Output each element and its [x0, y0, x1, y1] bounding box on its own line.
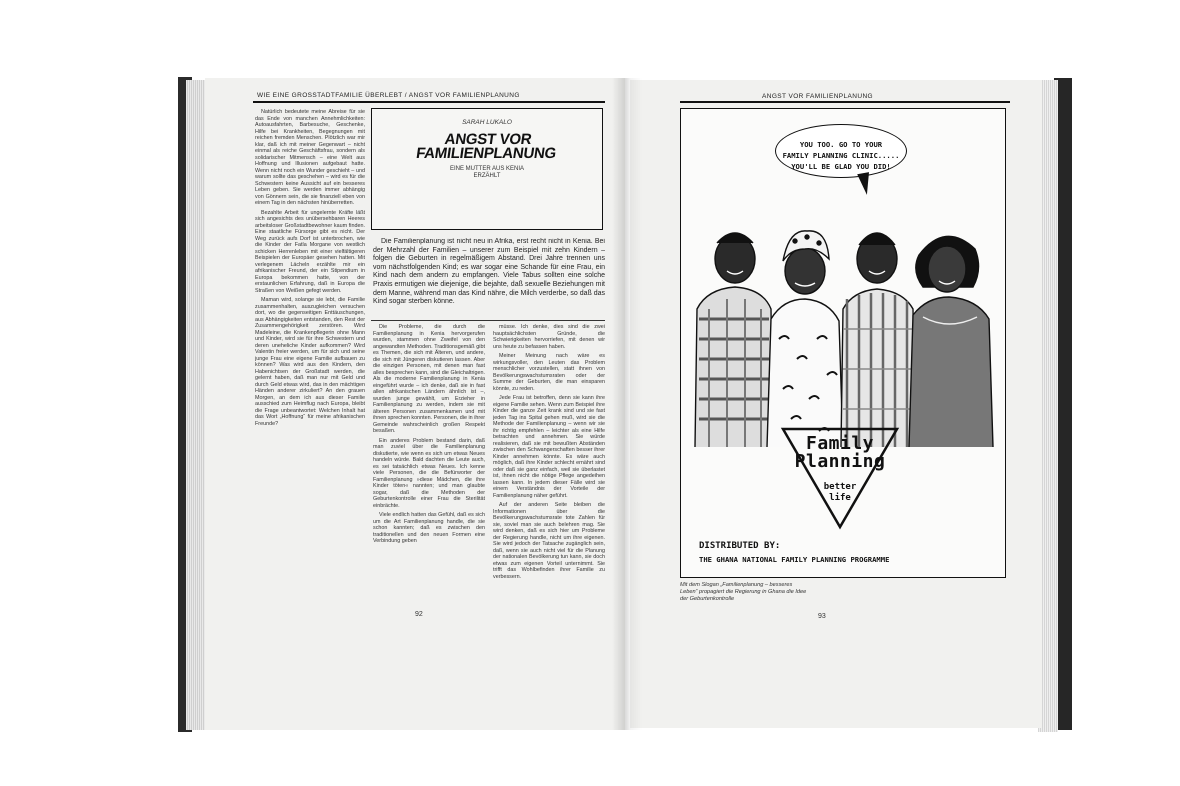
poster-caption: Mit dem Slogan „Familienplanung – besseres Leben“ propagiert die Regierung in Ghana die Idee der Geburtenkontrolle	[680, 582, 807, 602]
headline-line-2: FAMILIENPLANUNG	[415, 145, 558, 162]
intro-paragraph: Die Familienplanung ist nicht neu in Afrika, erst recht nicht in Kenia. Bei der Mehrzahl der Familien – unserer zum Beispiel mit zehn Kindern – folgen die Geburten in regelmäßigem Abstand. Drei Jahre trennen uns vom nächstfolgenden Kind; es war sogar eine Schande für eine Frau, ein Kind nach dem andern zu empfangen. Viele Tabus sollten eine solche Praxis ermutigen wie diejenige, die bejahte, daß sexuelle Beziehungen mit dem Manne, während man das Kind nähre, die Milch verderbe, so daß das Kind sogar sterben könne.	[373, 238, 605, 306]
text-column-3	[493, 324, 605, 614]
article-author: SARAH LUKALO	[462, 119, 512, 126]
intro-separator	[371, 320, 605, 321]
running-head-left: WIE EINE GROSSTADTFAMILIE ÜBERLEBT / ANGST VOR FAMILIENPLANUNG	[257, 92, 520, 99]
subtitle-line-2: ERZÄHLT	[473, 173, 501, 179]
text-column-1	[255, 109, 365, 614]
page-number-right: 93	[818, 613, 826, 620]
paragraph: Die Probleme, die durch die Familienplanung in Kenia hervorgerufen wurden, stammen ohne Zweifel von den angewandten Methoden. Traditionsgemäß gibt es Themen, die sich mit Älteren, und andere, die sich mit Jüngeren diskutieren lassen. Aber die einzigen Personen, mit denen man fast alles besprechen kann, sind die Gleichaltrigen. Als die moderne Familienplanung in Kenia eingeführt wurde – ich denke, daß sie in fast allen afrikanischen Ländern ähnlich ist –, wurden junge gewählt, um Erzieher in Familienplanung zu werden, indem sie mit älteren Personen zusammenkamen und mit ihnen sprechen konnten. Personen, die in ihrer Gemeinde wahrscheinlich großen Respekt besaßen.	[373, 324, 485, 434]
paragraph: Natürlich bedeutete meine Abreise für sie das Ende von manchen Annehmlichkeiten: Autoausfahrten, Barbesuche, Geschenke, Hilfe bei Krankheiten, Begegnungen mit reichen fremden Menschen. Plötzlich war mir klar, daß ich mit meiner Gegenwart – nicht einmal als reiche Geschäftsfrau, sondern als solidarischer Mitmensch – eine Welt aus Hoffnung und Illusionen aufgebaut hatte. Wenn nicht noch ein Wunder geschieht – und warum sollte das geschehen – wird es für die Schwestern keine Aussicht auf ein besseres Leben geben. Sie werden immer abhängig von Gönnern sein, die sie finanziell eben von einem Tag in den nächsten hinüberretten.	[255, 109, 365, 206]
paragraph: Auf der anderen Seite bleiben die Informationen über die Bevölkerungswachstumsrate tote Zahlen für sie, soviel man sie auch belehren mag. Sie wird denken, daß es sich hier um Probleme der Regierung handle, nicht um ihre eigenen. Sie wird jedoch der Tatsache zugänglich sein, daß, wenn sie auch nicht viel für die Planung der nationalen Bevölkerung tun kann, sie doch etwas zum eigenen Vorteil unternimmt. Sie trifft das Wohlbefinden ihrer Familie zu verbessern.	[493, 502, 605, 580]
article-title-block	[371, 108, 603, 230]
header-rule-right	[680, 101, 1010, 103]
paragraph: Bezahlte Arbeit für ungelernte Kräfte läßt sich angesichts des unübersehbaren Heeres arbeitsloser Großstadtbewohner kaum finden. Eine staatliche Fürsorge gibt es nicht. Der Weg zurück aufs Dorf ist unterbrochen, wie die Kinder der Fatla Morgane von westlich schicken Herrenleben mit einer vielfältigeren Beispielen der Europäer gesehen hatten. Mit verlegenem Lächeln erzählte mir ein afrikanischer Freund, der ein Stipendium in Europa bekommen hatte, von der erstaunlichen Erfahrung, daß in Europa die Straßen von Weißen gefegt werden.	[255, 209, 365, 294]
page-number-left: 92	[415, 611, 423, 618]
paragraph: müsse. Ich denke, dies sind die zwei hauptsächlichsten Gründe, die Schwierigkeiten hervorriefen, mit denen wir uns heute zu befassen haben.	[493, 324, 605, 350]
paragraph: Ein anderes Problem bestand darin, daß man zuviel über die Familienplanung diskutierte, wie wenn es sich um etwas Neues handeln würde. Bald dachten die Leute auch, es sei tatsächlich etwas Neues. Ich kenne viele Personen, die die Befürworter der Familienplanung »diese Mädchen, die ihre Kinder töten« nannten; und man glaubte sogar, daß die Methoden der Geburtenkontrolle einer Frau die Sterilität einbrächte.	[373, 437, 485, 509]
speech-bubble	[775, 124, 907, 178]
article-headline	[370, 133, 604, 161]
article-subtitle	[372, 166, 602, 180]
logo-word-family: Family	[805, 433, 875, 454]
paragraph: Viele endlich hatten das Gefühl, daß es sich um die Art Familienplanung handle, die sie schon kannten; daß es zwischen den traditionellen und den neuen Formen eine Verbindung geben	[373, 512, 485, 544]
paragraph: Meiner Meinung nach wäre es wirkungsvoller, den Leuten das Problem menschlicher vorzustellen, statt ihnen von Bevölkerungswachstumsraten oder der Summe der Geburten, die man einsparen könnte, zu reden.	[493, 353, 605, 392]
distributor-name: THE GHANA NATIONAL FAMILY PLANNING PROGRAMME	[699, 555, 890, 564]
speech-line-1: YOU TOO. GO TO YOUR	[799, 140, 883, 149]
logo-word-better: better	[823, 482, 857, 492]
poster-frame	[680, 108, 1006, 578]
family-planning-logo	[765, 427, 915, 537]
right-page	[630, 80, 1042, 728]
headline-line-1: ANGST VOR	[443, 131, 533, 148]
text-column-2	[373, 324, 485, 614]
book-gutter-shadow	[612, 78, 642, 730]
distributed-by-label: DISTRIBUTED BY:	[699, 541, 781, 551]
left-page	[205, 78, 625, 730]
paragraph: Maman wird, solange sie lebt, die Familie zusammenhalten, auszugleichen versuchen dort, wo die gegenseitigen Enttäuschungen, aus Abhängigkeiten entstanden, den Rest der Zusammengehörigkeit zerstören. Wird Madeleine, die Krankenpflegerin ohne Mann und Kinder, wird sie für ihre Schwestern und deren uneheliche Kinder aufkommen? Wird Valentin freier werden, um für sich und seine junge Frau eine eigene Familie aufbauen zu können? Was wird aus den Kindern, den Habenichtsen der Großstadt werden, die gelernt haben, daß man nur mit Geld und durch Geld etwas wird, das in den mächtigen Händen anderer zirkuliert? An den grauen Morgen, an dem ich aus dieser Familie ausschied zum Heimflug nach Europa, bleibt die Frage unbeantwortet: Welchen Inhalt hat das Wort „Hoffnung“ für meine afrikanischen Freunde?	[255, 297, 365, 427]
logo-word-life: life	[829, 493, 851, 503]
speech-bubble-tail	[857, 172, 873, 196]
header-rule-left	[253, 101, 605, 103]
family-illustration	[687, 199, 999, 447]
running-head-right: ANGST VOR FAMILIENPLANUNG	[762, 93, 874, 100]
logo-word-planning: Planning	[794, 451, 886, 472]
subtitle-line-1: EINE MUTTER AUS KENIA	[449, 166, 524, 172]
article-intro	[373, 238, 605, 316]
speech-line-3: YOU'LL BE GLAD YOU DID!	[791, 162, 891, 171]
paragraph: Jede Frau ist betroffen, denn sie kann ihre eigene Familie sehen. Wenn zum Beispiel ihre Kinder die ganze Zeit krank sind und sie fast jeden Tag ins Spital gehen muß, wird sie die Methode der Familienplanung – wenn wir sie ihr richtig empfehlen – leichter als eine Hilfe betrachten und annehmen. Sie würde realisieren, daß sie mit bewußten Abständen zwischen den Schwangerschaften besser ihrer Kinder annehmen könnte. Es wäre auch möglich, daß ihre Kinder schlecht ernährt sind oder daß sie ganz einfach, weil sie überlastet ist, ihnen nicht die nötige Pflege angedeihen lassen kann. In jedem dieser Fälle wird sie einem Verständnis der Vorteile der Familienplanung näher geführt.	[493, 395, 605, 499]
speech-line-2: FAMILY PLANNING CLINIC.....	[782, 151, 900, 160]
